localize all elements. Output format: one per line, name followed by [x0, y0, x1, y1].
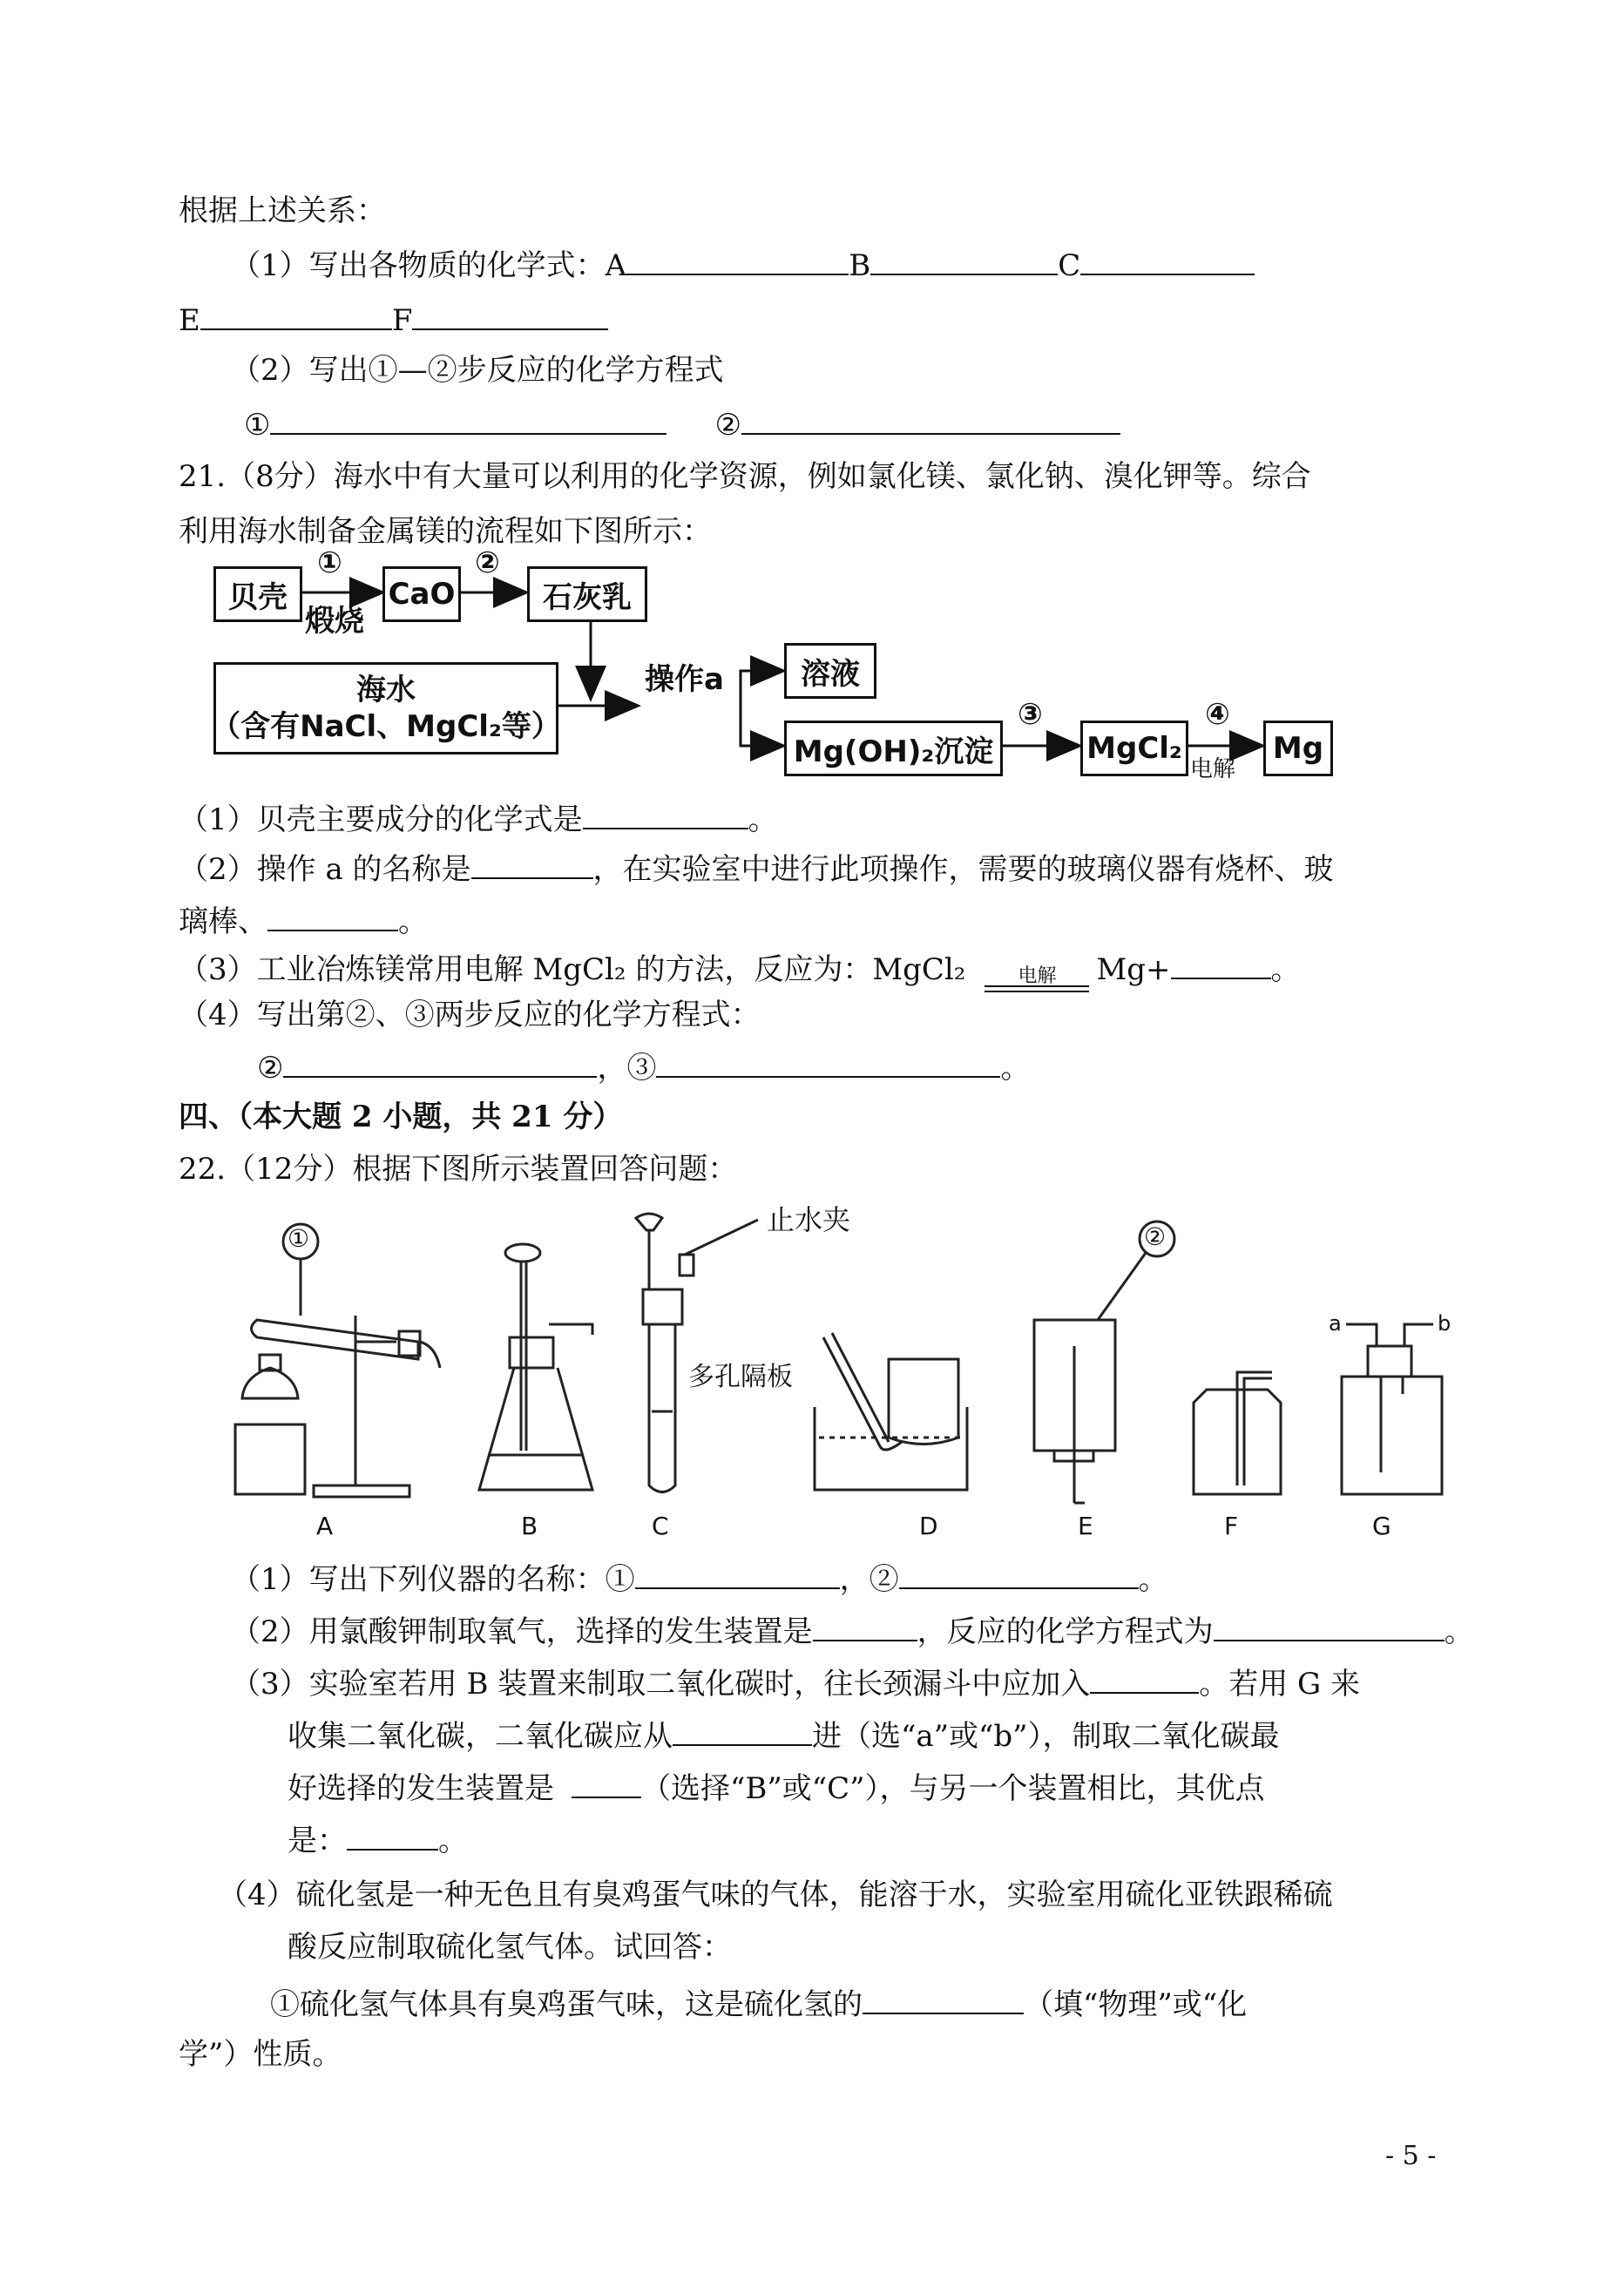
apparatus-C [636, 1214, 758, 1492]
answer-blank-advantage[interactable] [347, 1821, 438, 1851]
label-circle-2: ② [1144, 1222, 1167, 1251]
apparatus-B [479, 1244, 592, 1490]
q22-sub4-q1: ①硫化氢气体具有臭鸡蛋气味，这是硫化氢的 （填“物理”或“化 [270, 1985, 1247, 2022]
answer-blank-instrument-2[interactable] [899, 1560, 1139, 1589]
q21-sub3: （3）工业冶炼镁常用电解 MgCl₂ 的方法，反应为：MgCl₂ 电解 Mg+ 。 [179, 950, 1301, 989]
page-number: - 5 - [1385, 2141, 1437, 2171]
q22-sub4-cont: 酸反应制取硫化氢气体。试回答： [288, 1930, 732, 1965]
q20-intro: 根据上述关系： [179, 193, 386, 228]
q21-sub1: （1）贝壳主要成分的化学式是 。 [179, 800, 778, 837]
flow-label-calcine: 煅烧 [305, 604, 364, 639]
electrolysis-condition: 电解 [985, 954, 1089, 989]
answer-blank-generator[interactable] [813, 1612, 917, 1641]
label-A: A [316, 1512, 334, 1540]
q21-sub4-equations: ② ，③ 。 [257, 1048, 1030, 1086]
flow-box-seawater: 海水 （含有NaCl、MgCl₂等） [213, 662, 558, 755]
apparatus-G [1342, 1324, 1442, 1494]
q22-intro: 22.（12分）根据下图所示装置回答问题： [179, 1152, 738, 1187]
label-B: B [521, 1512, 538, 1540]
section-4-heading: 四、（本大题 2 小题，共 21 分） [179, 1100, 623, 1134]
flow-step-3: ③ [1018, 697, 1043, 732]
q21-sub2-cont: 璃棒、 。 [179, 902, 428, 939]
flow-step-1: ① [317, 545, 342, 580]
flow-step-2: ② [475, 545, 500, 580]
answer-blank-inlet[interactable] [673, 1716, 812, 1746]
q22-sub3-cont1: 收集二氧化碳，二氧化碳应从 进（选“a”或“b”），制取二氧化碳最 [288, 1716, 1280, 1754]
flow-box-limemilk: 石灰乳 [527, 566, 647, 622]
label-C: C [652, 1512, 669, 1540]
q22-sub4: （4）硫化氢是一种无色且有臭鸡蛋气味的气体，能溶于水，实验室用硫化亚铁跟稀硫 [218, 1878, 1333, 1912]
q20-part1-cont: E F [179, 301, 608, 338]
apparatus-D [815, 1333, 967, 1490]
flow-box-solution: 溶液 [784, 643, 876, 699]
label-D: D [919, 1512, 938, 1540]
label-circle-1: ① [288, 1224, 310, 1253]
q20-part2: （2）写出①—②步反应的化学方程式 [231, 353, 724, 388]
q21-text-2: 利用海水制备金属镁的流程如下图所示： [179, 514, 712, 549]
q22-sub4-q1-cont: 学”）性质。 [179, 2037, 342, 2072]
answer-blank-property-type[interactable] [863, 1985, 1024, 2014]
q21-text-1: 21.（8分）海水中有大量可以利用的化学资源，例如氯化镁、氯化钠、溴化钾等。综合 [179, 459, 1311, 494]
flow-step-4: ④ [1205, 697, 1230, 732]
answer-blank-kclo3-equation[interactable] [1214, 1612, 1445, 1641]
label-G: G [1372, 1512, 1391, 1540]
q22-sub2: （2）用氯酸钾制取氧气，选择的发生装置是 ，反应的化学方程式为 。 [231, 1612, 1474, 1649]
q20-equations: ① ② [244, 405, 1120, 443]
label-port-a: a [1329, 1311, 1342, 1336]
flow-box-precipitate: Mg(OH)₂沉淀 [784, 721, 1003, 776]
label-clamp: 止水夹 [767, 1203, 851, 1236]
q22-sub3-cont3: 是： 。 [288, 1821, 468, 1858]
q22-sub3: （3）实验室若用 B 装置来制取二氧化碳时，往长颈漏斗中应加入 。若用 G 来 [231, 1664, 1360, 1702]
label-E: E [1078, 1512, 1093, 1540]
flow-label-electrolysis: 电解 [1190, 756, 1236, 782]
q21-sub2: （2）操作 a 的名称是 ，在实验室中进行此项操作，需要的玻璃仪器有烧杯、玻 [179, 849, 1334, 887]
flow-box-cao: CaO [382, 566, 461, 622]
q22-sub3-cont2: 好选择的发生装置是 （选择“B”或“C”），与另一个装置相比，其优点 [288, 1769, 1265, 1806]
answer-blank-best-device[interactable] [572, 1769, 641, 1798]
q22-sub1: （1）写出下列仪器的名称：① ，② 。 [231, 1560, 1168, 1597]
q21-sub4: （4）写出第②、③两步反应的化学方程式： [179, 998, 761, 1032]
apparatus-A [235, 1224, 440, 1497]
label-porous-plate: 多孔隔板 [688, 1362, 793, 1392]
answer-blank-instrument-1[interactable] [635, 1560, 840, 1589]
answer-blank-funnel-reagent[interactable] [1090, 1664, 1199, 1694]
apparatus-F [1194, 1372, 1281, 1494]
flow-box-mg: Mg [1263, 721, 1333, 776]
flow-box-shell: 贝壳 [213, 566, 302, 622]
flow-box-mgcl2: MgCl₂ [1080, 721, 1188, 776]
apparatus-E [1034, 1221, 1174, 1503]
label-F: F [1224, 1512, 1239, 1540]
label-port-b: b [1438, 1311, 1451, 1336]
flow-label-op-a: 操作a [645, 662, 724, 697]
q20-part1: （1）写出各物质的化学式：A B C [231, 246, 1255, 283]
